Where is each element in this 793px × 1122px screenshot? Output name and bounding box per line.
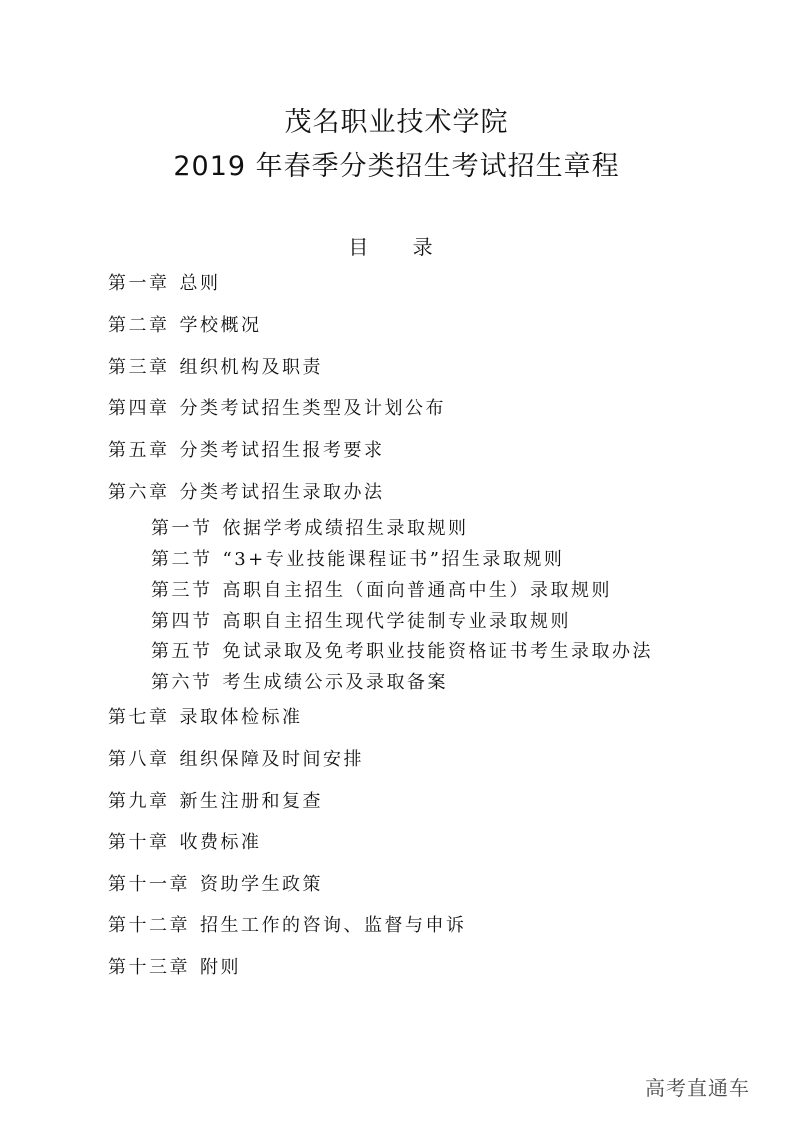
toc-chapter-title: 招生工作的咨询、监督与申诉 xyxy=(200,915,467,936)
toc-section-2 xyxy=(151,549,564,571)
toc-chapter-number: 第一章 xyxy=(108,273,170,294)
document-title-main: 2019 年春季分类招生考试招生章程 xyxy=(173,151,620,182)
toc-section-title: 高职自主招生（面向普通高中生）录取规则 xyxy=(222,580,612,601)
toc-chapter-number: 第八章 xyxy=(108,749,170,770)
toc-chapter-8 xyxy=(108,749,364,771)
toc-chapter-title: 学校概况 xyxy=(179,315,262,336)
toc-section-6 xyxy=(151,672,448,694)
toc-chapter-10 xyxy=(108,832,262,854)
toc-chapter-2 xyxy=(108,315,262,337)
toc-chapter-1 xyxy=(108,273,221,295)
toc-chapter-11 xyxy=(108,874,323,896)
toc-chapter-title: 分类考试招生类型及计划公布 xyxy=(179,398,446,419)
watermark: 高考直通车 xyxy=(645,1076,750,1100)
toc-section-title: 免试录取及免考职业技能资格证书考生录取办法 xyxy=(222,641,653,662)
toc-chapter-title: 组织机构及职责 xyxy=(179,357,323,378)
toc-section-number: 第二节 xyxy=(151,549,213,570)
toc-chapter-title: 附则 xyxy=(200,957,241,978)
toc-chapter-number: 第九章 xyxy=(108,791,170,812)
toc-section-4 xyxy=(151,611,571,633)
toc-section-5 xyxy=(151,641,653,663)
toc-chapter-number: 第二章 xyxy=(108,315,170,336)
toc-section-title: 考生成绩公示及录取备案 xyxy=(222,672,448,693)
toc-chapter-9 xyxy=(108,791,323,813)
toc-heading: 目 录 xyxy=(348,235,445,259)
toc-chapter-13 xyxy=(108,957,241,979)
toc-chapter-title: 组织保障及时间安排 xyxy=(179,749,364,770)
toc-chapter-number: 第十二章 xyxy=(108,915,190,936)
toc-section-3 xyxy=(151,580,612,602)
toc-section-title: 高职自主招生现代学徒制专业录取规则 xyxy=(222,611,571,632)
toc-section-number: 第一节 xyxy=(151,518,213,539)
toc-chapter-title: 录取体检标准 xyxy=(179,707,303,728)
toc-section-number: 第六节 xyxy=(151,672,213,693)
toc-chapter-4 xyxy=(108,398,446,420)
toc-section-title: “3+专业技能课程证书”招生录取规则 xyxy=(222,549,565,570)
toc-section-title: 依据学考成绩招生录取规则 xyxy=(222,518,469,539)
toc-section-number: 第五节 xyxy=(151,641,213,662)
toc-section-1 xyxy=(151,518,469,540)
document-title-school: 茂名职业技术学院 xyxy=(284,107,509,138)
toc-chapter-12 xyxy=(108,915,467,937)
toc-chapter-number: 第十三章 xyxy=(108,957,190,978)
toc-chapter-5 xyxy=(108,440,385,462)
toc-section-number: 第三节 xyxy=(151,580,213,601)
toc-chapter-7 xyxy=(108,707,303,729)
toc-chapter-title: 新生注册和复查 xyxy=(179,791,323,812)
toc-chapter-title: 收费标准 xyxy=(179,832,262,853)
toc-chapter-title: 分类考试招生录取办法 xyxy=(179,482,385,503)
toc-chapter-number: 第五章 xyxy=(108,440,170,461)
toc-chapter-title: 分类考试招生报考要求 xyxy=(179,440,385,461)
toc-section-number: 第四节 xyxy=(151,611,213,632)
toc-chapter-number: 第十一章 xyxy=(108,874,190,895)
toc-chapter-title: 总则 xyxy=(179,273,221,294)
toc-chapter-number: 第十章 xyxy=(108,832,170,853)
toc-chapter-6 xyxy=(108,482,385,504)
toc-chapter-number: 第六章 xyxy=(108,482,170,503)
toc-chapter-number: 第四章 xyxy=(108,398,170,419)
toc-chapter-title: 资助学生政策 xyxy=(200,874,323,895)
toc-chapter-3 xyxy=(108,357,323,379)
toc-chapter-number: 第七章 xyxy=(108,707,170,728)
toc-chapter-number: 第三章 xyxy=(108,357,170,378)
